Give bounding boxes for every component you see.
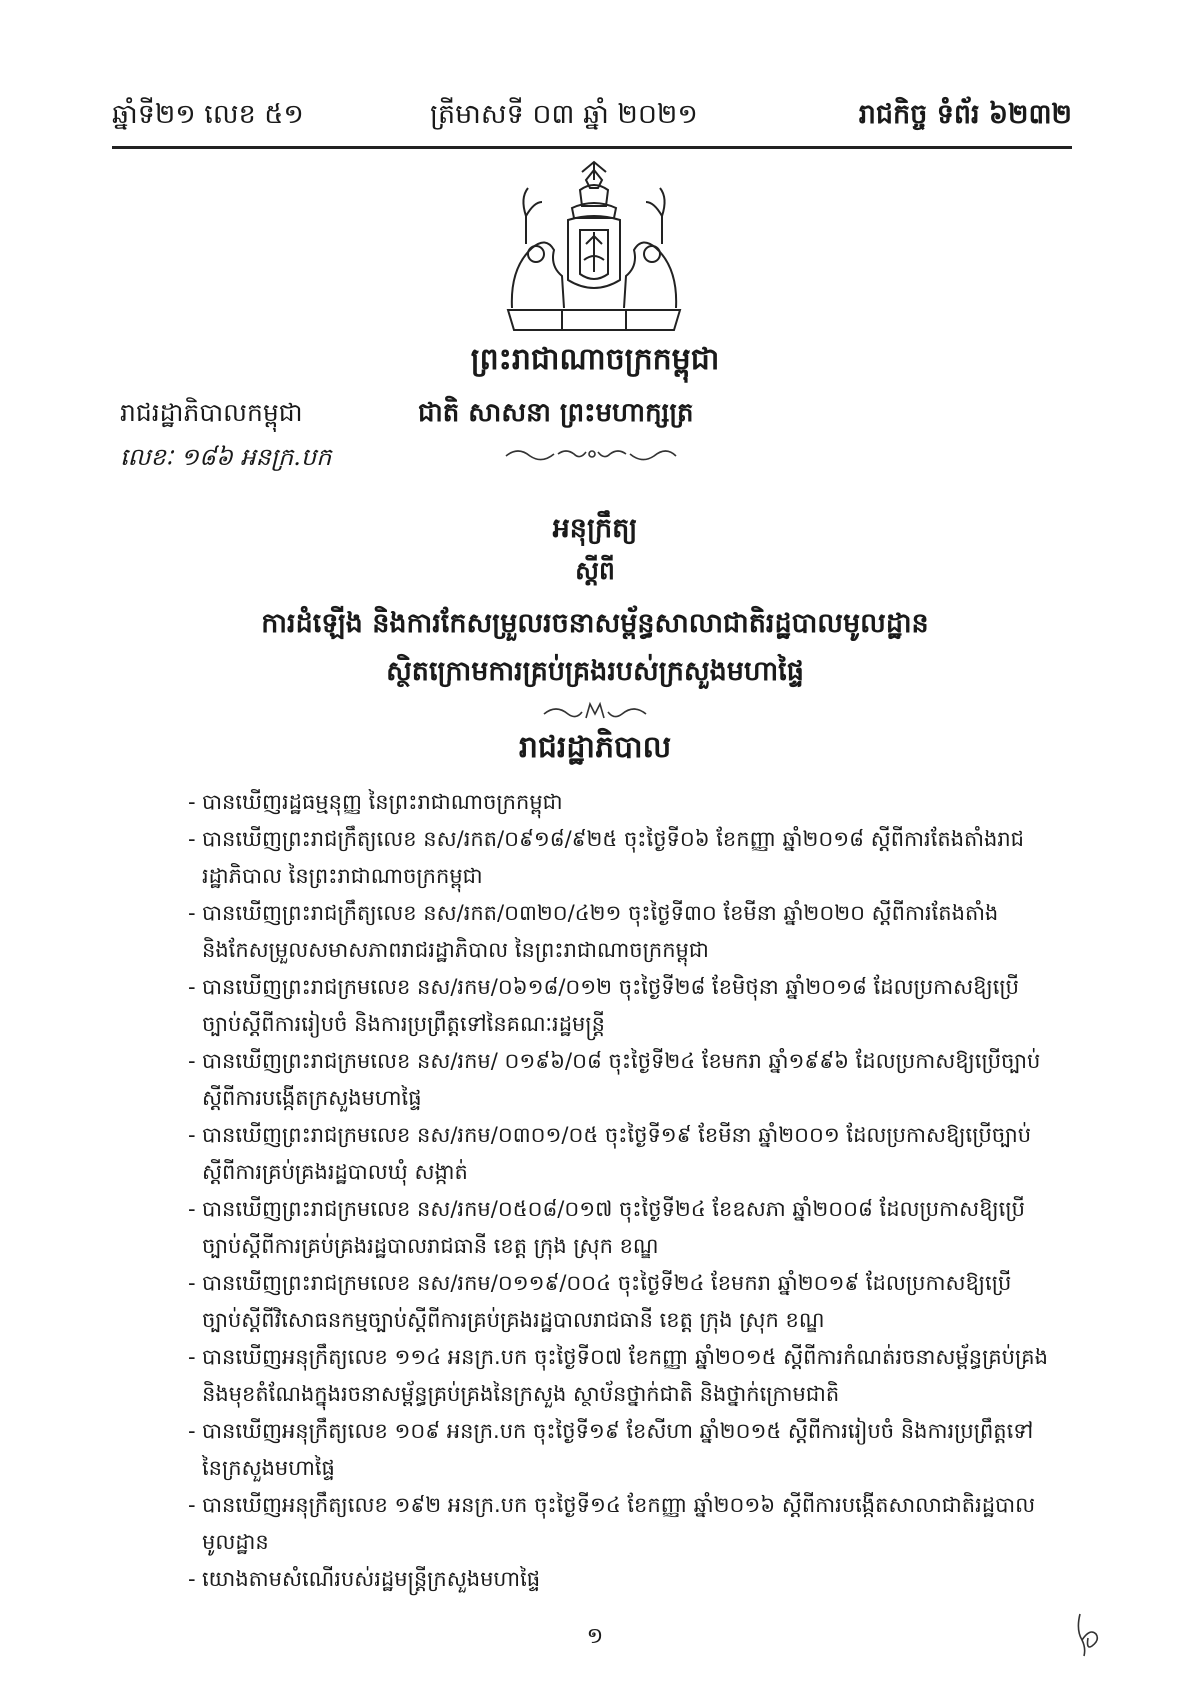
recital-text: បានឃើញព្រះរាជក្រមលេខ នស/រកម/ ០១៩៦/០៨ ចុះថ្ងៃទី២៤ ខែមករា ឆ្នាំ១៩៩៦ ដែលប្រកាសឱ្យប្រើច្បាប់ស្តីពីការបង្កើតក្រសួងមហាផ្ទៃ bbox=[202, 1049, 1041, 1110]
recital-text: បានឃើញអនុក្រឹត្យលេខ ១០៩ អនក្រ.បក ចុះថ្ងៃទី១៩ ខែសីហា ឆ្នាំ២០១៥ ស្តីពីការរៀបចំ និងការប្រព្រឹត្តទៅនៃក្រសួងមហាផ្ទៃ bbox=[202, 1419, 1034, 1480]
recital-text: បានឃើញព្រះរាជក្រមលេខ នស/រកម/០៥០៨/០១៧ ចុះថ្ងៃទី២៤ ខែឧសភា ឆ្នាំ២០០៨ ដែលប្រកាសឱ្យប្រើច្បាប់ស្តីពីការគ្រប់គ្រងរដ្ឋបាលរាជធានី ខេត្ត ក្រុង ស្រុក ខណ្ឌ bbox=[202, 1197, 1025, 1258]
decree-number: លេខៈ ១៨៦ អនក្រ.បក bbox=[120, 443, 332, 471]
gazette-header bbox=[112, 92, 1072, 148]
document-type: អនុក្រឹត្យ bbox=[552, 513, 638, 544]
page-number: ១ bbox=[586, 1624, 604, 1649]
ornament-flourish-icon bbox=[500, 440, 680, 468]
recital-text: បានឃើញព្រះរាជក្រឹត្យលេខ នស/រកត/០៩១៨/៩២៥ ចុះថ្ងៃទី០៦ ខែកញ្ញា ឆ្នាំ២០១៨ ស្តីពីការតែងតាំងរាជរដ្ឋាភិបាល នៃព្រះរាជាណាចក្រកម្ពុជា bbox=[202, 827, 1025, 888]
recital-text: យោងតាមសំណើរបស់រដ្ឋមន្ត្រីក្រសួងមហាផ្ទៃ bbox=[202, 1567, 541, 1591]
recital-item: - បានឃើញអនុក្រឹត្យលេខ ១១៤ អនក្រ.បក ចុះថ្ងៃទី០៧ ខែកញ្ញា ឆ្នាំ២០១៥ ស្តីពីការកំណត់រចនាសម្ព័ន្ធគ្រប់គ្រង និងមុខតំណែងក្នុងរចនាសម្ព័ន្ធគ្រប់គ្រងនៃក្រសួង ស្ថាប័នថ្នាក់ជាតិ និងថ្នាក់ក្រោមជាតិ bbox=[188, 1345, 1048, 1406]
recital-item: - បានឃើញព្រះរាជក្រមលេខ នស/រកម/០១១៩/០០៤ ចុះថ្ងៃទី២៤ ខែមករា ឆ្នាំ២០១៩ ដែលប្រកាសឱ្យប្រើច្បាប់ស្តីពីវិសោធនកម្មច្បាប់ស្តីពីការគ្រប់គ្រងរដ្ឋបាលរាជធានី ខេត្ត ក្រុង ស្រុក ខណ្ឌ bbox=[188, 1271, 1012, 1332]
recital-item: - បានឃើញរដ្ឋធម្មនុញ្ញ នៃព្រះរាជាណាចក្រកម្ពុជា bbox=[188, 790, 563, 814]
recital-item: - បានឃើញព្រះរាជក្រមលេខ នស/រកម/ ០១៩៦/០៨ ចុះថ្ងៃទី២៤ ខែមករា ឆ្នាំ១៩៩៦ ដែលប្រកាសឱ្យប្រើច្បាប់ស្តីពីការបង្កើតក្រសួងមហាផ្ទៃ bbox=[188, 1049, 1041, 1110]
recital-text: បានឃើញរដ្ឋធម្មនុញ្ញ នៃព្រះរាជាណាចក្រកម្ពុជា bbox=[202, 790, 563, 814]
decree-subject bbox=[0, 600, 1190, 696]
recital-item: - បានឃើញព្រះរាជក្រឹត្យលេខ នស/រកត/០៣២០/៤២១ ចុះថ្ងៃទី៣០ ខែមីនា ឆ្នាំ២០២០ ស្តីពីការតែងតាំង និងកែសម្រួលសមាសភាពរាជរដ្ឋាភិបាល នៃព្រះរាជាណាចក្រកម្ពុជា bbox=[188, 901, 999, 962]
recitals-list bbox=[188, 784, 1048, 1598]
royal-coat-of-arms-icon bbox=[502, 158, 686, 340]
kingdom-title: ព្រះរាជាណាចក្រកម្ពុជា bbox=[470, 342, 720, 377]
recital-item: - បានឃើញអនុក្រឹត្យលេខ ១០៩ អនក្រ.បក ចុះថ្ងៃទី១៩ ខែសីហា ឆ្នាំ២០១៥ ស្តីពីការរៀបចំ និងការប្រព្រឹត្តទៅនៃក្រសួងមហាផ្ទៃ bbox=[188, 1419, 1034, 1480]
recital-text: បានឃើញអនុក្រឹត្យលេខ ១៩២ អនក្រ.បក ចុះថ្ងៃទី១៤ ខែកញ្ញា ឆ្នាំ២០១៦ ស្តីពីការបង្កើតសាលាជាតិរដ្ឋបាលមូលដ្ឋាន bbox=[202, 1493, 1036, 1554]
recital-item: - យោងតាមសំណើរបស់រដ្ឋមន្ត្រីក្រសួងមហាផ្ទៃ bbox=[188, 1567, 541, 1591]
handwritten-initials-icon bbox=[1074, 1610, 1102, 1658]
recital-text: បានឃើញព្រះរាជក្រឹត្យលេខ នស/រកត/០៣២០/៤២១ ចុះថ្ងៃទី៣០ ខែមីនា ឆ្នាំ២០២០ ស្តីពីការតែងតាំង និងកែសម្រួលសមាសភាពរាជរដ្ឋាភិបាល នៃព្រះរាជាណាចក្រកម្ពុជា bbox=[202, 901, 999, 962]
ornament-divider-icon bbox=[540, 696, 650, 726]
recital-item: - បានឃើញព្រះរាជក្រឹត្យលេខ នស/រកត/០៩១៨/៩២៥ ចុះថ្ងៃទី០៦ ខែកញ្ញា ឆ្នាំ២០១៨ ស្តីពីការតែងតាំងរាជរដ្ឋាភិបាល នៃព្រះរាជាណាចក្រកម្ពុជា bbox=[188, 827, 1025, 888]
government-name: រាជរដ្ឋាភិបាលកម្ពុជា bbox=[120, 398, 303, 427]
recital-text: បានឃើញអនុក្រឹត្យលេខ ១១៤ អនក្រ.បក ចុះថ្ងៃទី០៧ ខែកញ្ញា ឆ្នាំ២០១៥ ស្តីពីការកំណត់រចនាសម្ព័ន្ធគ្រប់គ្រង និងមុខតំណែងក្នុងរចនាសម្ព័ន្ធគ្រប់គ្រងនៃក្រសួង ស្ថាប័នថ្នាក់ជាតិ និងថ្នាក់ក្រោមជាតិ bbox=[202, 1345, 1048, 1406]
header-divider bbox=[112, 146, 1072, 149]
recital-item: - បានឃើញព្រះរាជក្រមលេខ នស/រកម/០៦១៨/០១២ ចុះថ្ងៃទី២៨ ខែមិថុនា ឆ្នាំ២០១៨ ដែលប្រកាសឱ្យប្រើច្បាប់ស្តីពីការរៀបចំ និងការប្រព្រឹត្តទៅនៃគណៈរដ្ឋមន្ត្រី bbox=[188, 975, 1019, 1036]
national-motto: ជាតិ សាសនា ព្រះមហាក្សត្រ bbox=[418, 398, 694, 428]
recital-text: បានឃើញព្រះរាជក្រមលេខ នស/រកម/០៣០១/០៥ ចុះថ្ងៃទី១៩ ខែមីនា ឆ្នាំ២០០១ ដែលប្រកាសឱ្យប្រើច្បាប់ស្តីពីការគ្រប់គ្រងរដ្ឋបាលឃុំ សង្កាត់ bbox=[202, 1123, 1032, 1184]
about-label: ស្តីពី bbox=[575, 556, 615, 585]
subject-line: ស្ថិតក្រោមការគ្រប់គ្រងរបស់ក្រសួងមហាផ្ទៃ bbox=[386, 656, 804, 687]
recital-item: - បានឃើញអនុក្រឹត្យលេខ ១៩២ អនក្រ.បក ចុះថ្ងៃទី១៤ ខែកញ្ញា ឆ្នាំ២០១៦ ស្តីពីការបង្កើតសាលាជាតិរដ្ឋបាលមូលដ្ឋាន bbox=[188, 1493, 1036, 1554]
recital-text: បានឃើញព្រះរាជក្រមលេខ នស/រកម/០១១៩/០០៤ ចុះថ្ងៃទី២៤ ខែមករា ឆ្នាំ២០១៩ ដែលប្រកាសឱ្យប្រើច្បាប់ស្តីពីវិសោធនកម្មច្បាប់ស្តីពីការគ្រប់គ្រងរដ្ឋបាលរាជធានី ខេត្ត ក្រុង ស្រុក ខណ្ឌ bbox=[202, 1271, 1012, 1332]
government-heading: រាជរដ្ឋាភិបាល bbox=[518, 730, 672, 765]
subject-line: ការដំឡើង និងការកែសម្រួលរចនាសម្ព័ន្ធសាលាជាតិរដ្ឋបាលមូលដ្ឋាន bbox=[261, 608, 929, 639]
gazette-quarter: ត្រីមាសទី ០៣ ឆ្នាំ ២០២១ bbox=[430, 99, 698, 130]
gazette-year-issue: ឆ្នាំទី២១ លេខ ៥១ bbox=[112, 99, 304, 130]
recital-item: - បានឃើញព្រះរាជក្រមលេខ នស/រកម/០៥០៨/០១៧ ចុះថ្ងៃទី២៤ ខែឧសភា ឆ្នាំ២០០៨ ដែលប្រកាសឱ្យប្រើច្បាប់ស្តីពីការគ្រប់គ្រងរដ្ឋបាលរាជធានី ខេត្ត ក្រុង ស្រុក ខណ្ឌ bbox=[188, 1197, 1025, 1258]
recital-text: បានឃើញព្រះរាជក្រមលេខ នស/រកម/០៦១៨/០១២ ចុះថ្ងៃទី២៨ ខែមិថុនា ឆ្នាំ២០១៨ ដែលប្រកាសឱ្យប្រើច្បាប់ស្តីពីការរៀបចំ និងការប្រព្រឹត្តទៅនៃគណៈរដ្ឋមន្ត្រី bbox=[202, 975, 1019, 1036]
gazette-page-ref: រាជកិច្ច ទំព័រ ៦២៣២ bbox=[858, 99, 1072, 130]
recital-item: - បានឃើញព្រះរាជក្រមលេខ នស/រកម/០៣០១/០៥ ចុះថ្ងៃទី១៩ ខែមីនា ឆ្នាំ២០០១ ដែលប្រកាសឱ្យប្រើច្បាប់ស្តីពីការគ្រប់គ្រងរដ្ឋបាលឃុំ សង្កាត់ bbox=[188, 1123, 1032, 1184]
